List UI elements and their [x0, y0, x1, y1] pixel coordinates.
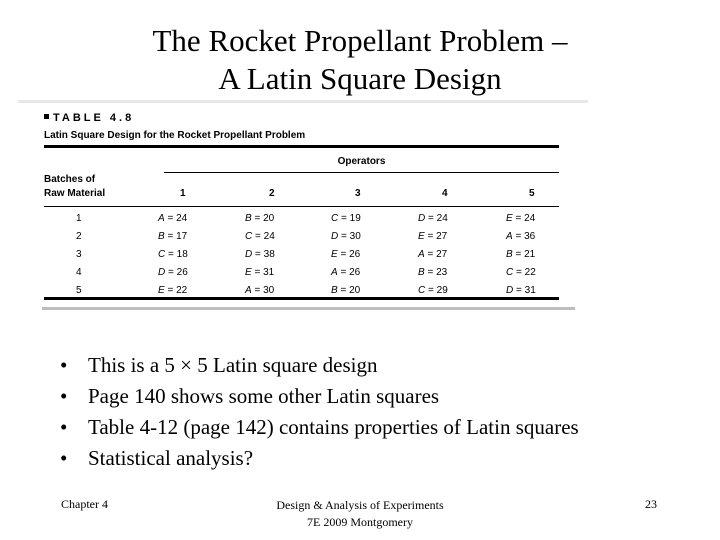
- treatment-letter: E: [331, 249, 338, 260]
- math-expression: 5 × 5: [164, 353, 208, 377]
- equals-sign: =: [164, 213, 177, 224]
- table-cell: [506, 249, 535, 260]
- cell-value: 24: [436, 213, 448, 224]
- cell-value: 24: [524, 213, 536, 224]
- treatment-letter: E: [418, 231, 425, 242]
- equals-sign: =: [164, 285, 177, 296]
- title-line-1: The Rocket Propellant Problem –: [152, 23, 568, 58]
- cell-value: 21: [524, 249, 536, 260]
- operator-number: 1: [180, 188, 186, 199]
- equals-sign: =: [338, 231, 350, 242]
- bullet-dot-icon: •: [60, 353, 68, 377]
- batches-header-line-2: Raw Material: [44, 188, 106, 199]
- treatment-letter: B: [245, 213, 252, 224]
- cell-value: 27: [436, 231, 448, 242]
- table-cell: [331, 231, 361, 242]
- treatment-letter: D: [331, 231, 339, 242]
- bullet-dot-icon: •: [60, 415, 68, 439]
- cell-value: 23: [436, 267, 448, 278]
- cell-value: 20: [349, 285, 361, 296]
- square-bullet-icon: [44, 114, 49, 119]
- footer-book-title: [230, 497, 490, 531]
- table-cell: [245, 285, 274, 296]
- cell-value: 26: [349, 267, 361, 278]
- figure-top-edge: [18, 100, 588, 103]
- cell-value: 17: [176, 231, 188, 242]
- treatment-letter: D: [418, 213, 426, 224]
- operator-number: 5: [529, 188, 535, 199]
- cell-value: 29: [436, 285, 448, 296]
- treatment-letter: C: [245, 231, 253, 242]
- bullet-text: This is a: [88, 353, 165, 377]
- cell-value: 26: [176, 267, 188, 278]
- figure-bottom-edge: [42, 307, 575, 310]
- header-bottom-rule: [44, 206, 559, 207]
- treatment-letter: B: [331, 285, 338, 296]
- treatment-letter: C: [331, 213, 339, 224]
- table-cell: [245, 267, 274, 278]
- equals-sign: =: [251, 267, 264, 278]
- equals-sign: =: [425, 213, 437, 224]
- bullet-item: [60, 412, 579, 443]
- operator-number: 3: [355, 188, 361, 199]
- treatment-letter: E: [506, 213, 513, 224]
- treatment-letter: A: [418, 249, 425, 260]
- bullet-text-suffix: Latin square design: [207, 353, 378, 377]
- equals-sign: =: [338, 213, 350, 224]
- table-cell: [158, 231, 187, 242]
- cell-value: 38: [263, 249, 275, 260]
- batch-number: 1: [76, 213, 82, 224]
- equals-sign: =: [252, 249, 264, 260]
- table-cell: [331, 267, 360, 278]
- treatment-letter: A: [158, 213, 165, 224]
- table-cell: [245, 213, 274, 224]
- table-cell: [506, 231, 535, 242]
- table-cell: [331, 213, 361, 224]
- table-cell: [158, 213, 187, 224]
- title-line-2: A Latin Square Design: [218, 61, 502, 96]
- treatment-letter: A: [506, 231, 513, 242]
- table-bottom-rule: [44, 297, 559, 300]
- cell-value: 31: [524, 285, 536, 296]
- bullet-text: Page 140 shows some other Latin squares: [88, 384, 440, 408]
- batch-number: 2: [76, 231, 82, 242]
- treatment-letter: C: [158, 249, 166, 260]
- equals-sign: =: [512, 231, 525, 242]
- equals-sign: =: [425, 285, 437, 296]
- table-label: [44, 112, 134, 124]
- equals-sign: =: [252, 231, 264, 242]
- footer-chapter: Chapter 4: [61, 497, 108, 511]
- batches-header: [44, 173, 105, 201]
- equals-sign: =: [424, 231, 437, 242]
- operators-underline: [164, 172, 559, 173]
- footer-page-number: 23: [645, 497, 657, 511]
- cell-value: 30: [263, 285, 275, 296]
- treatment-letter: E: [158, 285, 165, 296]
- cell-value: 22: [524, 267, 536, 278]
- batch-number: 4: [76, 267, 82, 278]
- treatment-letter: C: [506, 267, 514, 278]
- equals-sign: =: [251, 213, 264, 224]
- equals-sign: =: [424, 249, 437, 260]
- table-cell: [418, 249, 447, 260]
- cell-value: 19: [349, 213, 361, 224]
- bullet-text: Statistical analysis?: [88, 446, 254, 470]
- treatment-letter: D: [506, 285, 514, 296]
- cell-value: 24: [176, 213, 188, 224]
- treatment-letter: B: [158, 231, 165, 242]
- table-cell: [418, 267, 447, 278]
- treatment-letter: B: [506, 249, 513, 260]
- table-caption: Latin Square Design for the Rocket Propellant Problem: [44, 130, 306, 141]
- bullet-list: [60, 350, 579, 474]
- equals-sign: =: [513, 285, 525, 296]
- cell-value: 22: [176, 285, 188, 296]
- bullet-text: Table 4-12 (page 142) contains properties of Latin squares: [88, 415, 579, 439]
- treatment-letter: B: [418, 267, 425, 278]
- equals-sign: =: [512, 213, 525, 224]
- latin-square-table-figure: [28, 100, 578, 310]
- cell-value: 31: [263, 267, 275, 278]
- treatment-letter: D: [158, 267, 166, 278]
- batches-header-line-1: Batches of: [44, 174, 96, 185]
- treatment-letter: C: [418, 285, 426, 296]
- table-cell: [506, 267, 536, 278]
- table-cell: [418, 285, 448, 296]
- equals-sign: =: [337, 285, 350, 296]
- cell-value: 26: [349, 249, 361, 260]
- table-cell: [245, 249, 275, 260]
- bullet-dot-icon: •: [60, 384, 68, 408]
- cell-value: 24: [263, 231, 275, 242]
- cell-value: 30: [349, 231, 361, 242]
- cell-value: 20: [263, 213, 275, 224]
- table-cell: [158, 285, 187, 296]
- equals-sign: =: [512, 249, 525, 260]
- table-cell: [331, 285, 360, 296]
- table-cell: [506, 285, 536, 296]
- equals-sign: =: [513, 267, 525, 278]
- table-cell: [158, 267, 188, 278]
- equals-sign: =: [251, 285, 264, 296]
- table-top-rule: [44, 145, 559, 148]
- table-cell: [418, 231, 447, 242]
- cell-value: 36: [524, 231, 536, 242]
- table-label-text: TABLE 4.8: [53, 112, 135, 124]
- table-cell: [245, 231, 275, 242]
- bullet-item: [60, 350, 579, 381]
- slide-title: [0, 22, 720, 98]
- table-cell: [506, 213, 535, 224]
- bullet-dot-icon: •: [60, 446, 68, 470]
- equals-sign: =: [165, 249, 177, 260]
- table-cell: [158, 249, 188, 260]
- batch-number: 3: [76, 249, 82, 260]
- equals-sign: =: [337, 267, 350, 278]
- table-cell: [331, 249, 360, 260]
- footer-book-line-1: Design & Analysis of Experiments: [276, 498, 444, 512]
- treatment-letter: E: [245, 267, 252, 278]
- batch-number: 5: [76, 285, 82, 296]
- footer-book-line-2: 7E 2009 Montgomery: [307, 515, 413, 529]
- cell-value: 27: [436, 249, 448, 260]
- equals-sign: =: [424, 267, 437, 278]
- operator-number: 4: [442, 188, 448, 199]
- treatment-letter: D: [245, 249, 253, 260]
- bullet-item: [60, 443, 579, 474]
- cell-value: 18: [176, 249, 188, 260]
- operator-number: 2: [269, 188, 275, 199]
- bullet-item: [60, 381, 579, 412]
- operators-header: Operators: [337, 156, 386, 167]
- treatment-letter: A: [245, 285, 252, 296]
- equals-sign: =: [337, 249, 350, 260]
- equals-sign: =: [165, 267, 177, 278]
- equals-sign: =: [164, 231, 177, 242]
- treatment-letter: A: [331, 267, 338, 278]
- table-cell: [418, 213, 448, 224]
